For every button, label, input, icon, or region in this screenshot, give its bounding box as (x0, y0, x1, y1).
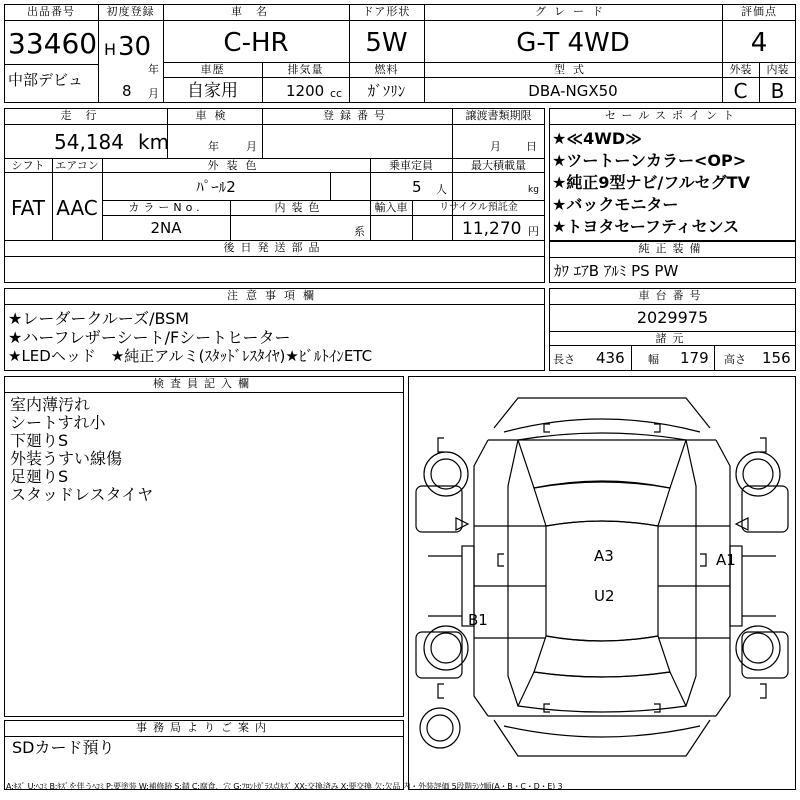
displacement-unit: cc (330, 87, 343, 100)
sales-point: ★ツートーンカラー<OP> (552, 151, 747, 170)
ext-color-label: 外装色 (207, 159, 265, 172)
ac: AAC (56, 196, 98, 220)
history: 自家用 (187, 81, 238, 101)
inspector-line: 室内薄汚れ (10, 395, 91, 414)
damage-mark: B1 (468, 611, 488, 629)
displacement-label: 排気量 (287, 63, 324, 76)
height: 156 (762, 349, 791, 367)
shift: FAT (10, 196, 45, 220)
grade-label: グレード (535, 5, 611, 18)
later-parts-label: 後日発送部品 (223, 241, 326, 254)
inspector-line: 足廻りS (10, 467, 69, 486)
recycle-unit: 円 (528, 225, 539, 238)
int-color-unit: 系 (354, 225, 365, 238)
mileage-label: 走行 (60, 109, 111, 122)
standard-equipment: ｶﾜ ｴｱB ｱﾙﾐ PS PW (554, 262, 679, 280)
transfer-month-unit: 月 (490, 140, 501, 153)
listing-number: 33460 (8, 27, 98, 60)
score-label: 評価点 (741, 5, 777, 18)
office-label: 事務局よりご案内 (136, 721, 272, 734)
mileage-unit: km (138, 130, 170, 154)
score: 4 (750, 28, 768, 58)
width-label: 幅 (648, 353, 659, 366)
fuel-label: 燃料 (374, 63, 399, 76)
car-outline-diagram (408, 376, 796, 790)
exterior-label: 外装 (729, 63, 752, 76)
color-no: 2NA (150, 219, 182, 237)
first-reg-label: 初度登録 (106, 5, 155, 18)
sales-point: ★≪4WD≫ (552, 129, 642, 148)
office-text: SDカード預り (12, 738, 115, 757)
int-color-label: 内装色 (274, 201, 326, 214)
note-line: ★レーダークルーズ/BSM (8, 309, 190, 328)
history-label: 車歴 (200, 63, 225, 76)
ext-color: ﾊﾟｰﾙ2 (196, 178, 236, 196)
exterior-grade: C (733, 79, 748, 103)
max-load-unit: kg (528, 185, 539, 195)
length: 436 (596, 349, 625, 367)
listing-no-label: 出品番号 (27, 5, 75, 18)
inspector-line: 下廻りS (10, 431, 69, 450)
displacement: 1200 (286, 82, 325, 100)
door-shape: 5W (365, 28, 408, 58)
sales-point: ★純正9型ナビ/フルセグTV (552, 173, 750, 192)
damage-mark: U2 (594, 587, 615, 605)
shift-label: シフト (11, 159, 45, 172)
damage-mark: A1 (716, 551, 736, 569)
capacity-unit: 人 (436, 183, 447, 196)
color-no-label: カラーNo. (128, 201, 204, 214)
interior-label: 内装 (766, 63, 789, 76)
fuel: ｶﾞｿﾘﾝ (367, 82, 406, 100)
capacity: 5 (412, 178, 422, 196)
damage-mark: A3 (594, 547, 614, 565)
mileage: 54,184 (54, 130, 124, 154)
notes-label: 注意事項欄 (227, 289, 322, 302)
debut-label: 中部デビュ (8, 71, 84, 89)
chassis-number: 2029975 (636, 308, 709, 327)
max-load-label: 最大積載量 (471, 159, 526, 172)
reg-year: 30 (118, 32, 152, 62)
note-line: ★LEDヘッド ★純正アルミ(ｽﾀｯﾄﾞﾚｽﾀｲﾔ)★ﾋﾞﾙﾄｲﾝETC (8, 347, 373, 365)
door-label: ドア形状 (362, 5, 411, 18)
reg-no-label: 登録番号 (323, 109, 391, 122)
inspector-line: スタッドレスタイヤ (10, 485, 154, 504)
height-label: 高さ (724, 353, 746, 366)
import-label: 輸入車 (374, 201, 408, 214)
transfer-day-unit: 日 (526, 140, 537, 153)
capacity-label: 乗車定員 (389, 159, 433, 172)
inspection-year-unit: 年 (208, 140, 219, 153)
inspector-label: 検査員記入欄 (153, 377, 255, 390)
reg-month: 8 (122, 82, 132, 100)
inspection-month-unit: 月 (246, 140, 257, 153)
sales-points-label: セールスポイント (604, 109, 740, 122)
ac-label: エアコン (55, 159, 99, 172)
grade: G-T 4WD (516, 28, 630, 58)
inspector-line: 外装うすい線傷 (10, 449, 123, 468)
recycle-label: リサイクル預託金 (439, 202, 518, 213)
length-label: 長さ (553, 353, 575, 366)
car-name-label: 車名 (231, 5, 281, 18)
width: 179 (680, 349, 709, 367)
era: H (104, 40, 117, 59)
inspection-label: 車検 (195, 109, 234, 122)
year-unit: 年 (148, 63, 159, 76)
interior-grade: B (770, 79, 785, 103)
legend: A:ｷｽﾞ U:ﾍｺﾐ B:ｷｽﾞを伴うﾍｺﾐ P:要塗装 W:補修跡 S:錆 C:腐食、穴 G:ﾌﾛﾝﾄｶﾞﾗｽ点ｷｽﾞ XX:交換済み X:要交換 欠:欠品 内・外装評価 5段階ﾗﾝｸ順(A・B・C・D・E) 3 (6, 782, 563, 791)
sales-point: ★トヨタセーフティセンス (552, 217, 740, 236)
chassis-label: 車台番号 (638, 289, 707, 302)
month-unit: 月 (148, 87, 159, 100)
note-line: ★ハーフレザーシート/Fシートヒーター (8, 328, 291, 347)
car-name: C-HR (223, 28, 289, 58)
standard-equipment-label: 純正装備 (638, 242, 707, 255)
model: DBA-NGX50 (528, 82, 618, 100)
transfer-label: 譲渡書類期限 (465, 109, 532, 122)
sales-point: ★バックモニター (552, 195, 679, 214)
recycle-deposit: 11,270 (462, 219, 522, 239)
dims-label: 諸元 (655, 332, 690, 345)
inspector-line: シートすれ小 (10, 413, 106, 432)
model-label: 型式 (554, 63, 592, 76)
